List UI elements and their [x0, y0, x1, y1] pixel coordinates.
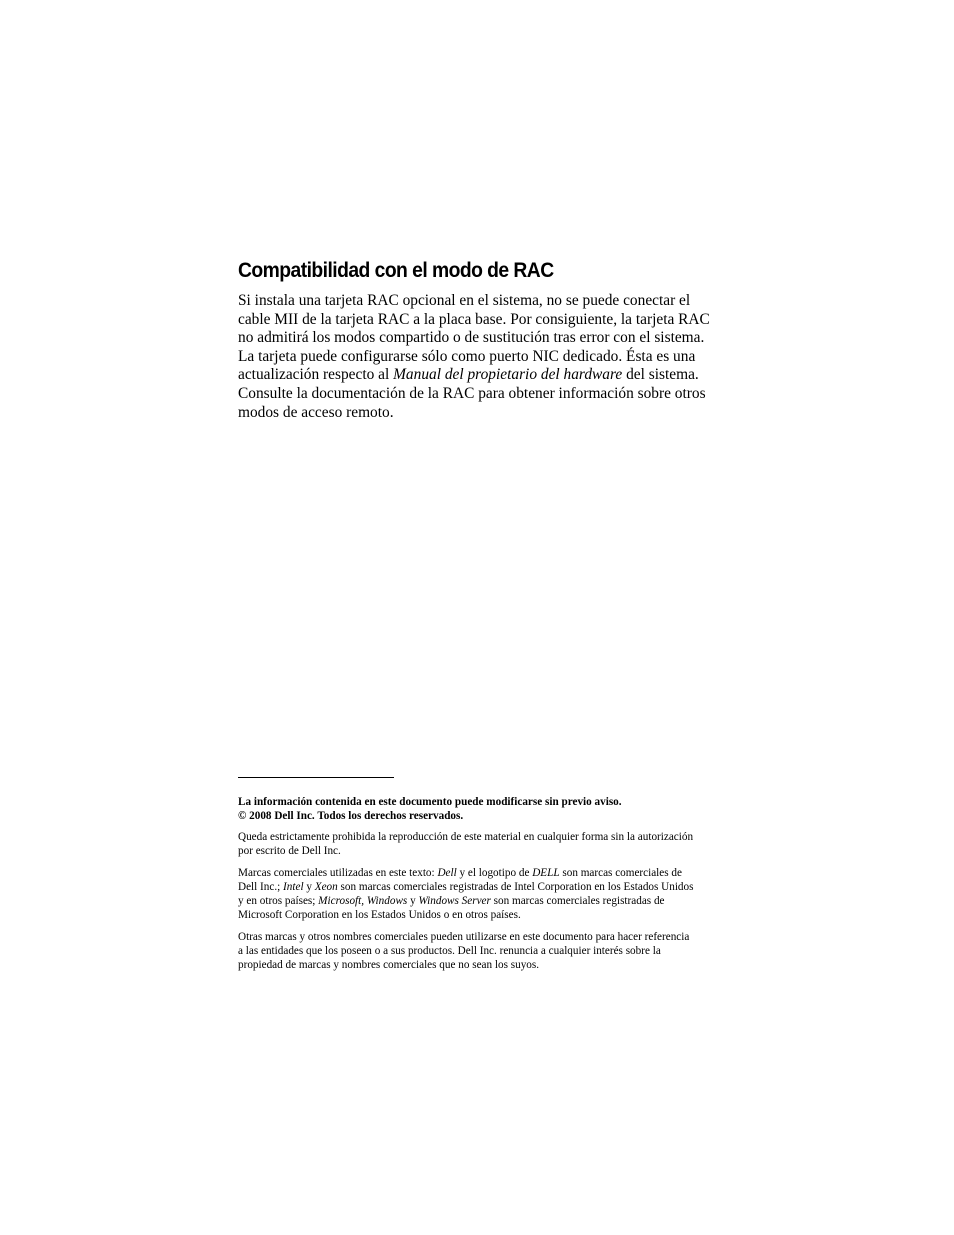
trademark-text: y el logotipo de [456, 867, 533, 879]
trademark-text: son marcas comerciales registradas de [490, 895, 665, 907]
other-line: a las entidades que los poseen o a sus productos. Dell Inc. renuncia a cualquier interés sobre la [238, 945, 661, 957]
trademark-xeon: Xeon [314, 881, 338, 893]
body-line: modos de acceso remoto. [238, 403, 394, 421]
trademark-text: son marcas comerciales registradas de Intel Corporation en los Estados Unidos [337, 881, 694, 893]
body-text-fragment: actualización respecto al [238, 366, 394, 384]
rac-compatibility-section [238, 258, 738, 422]
section-body [238, 292, 738, 422]
body-text-fragment: del sistema. [622, 366, 699, 384]
copyright-line: © 2008 Dell Inc. Todos los derechos reservados. [238, 810, 464, 822]
footnote-divider [238, 777, 394, 778]
section-heading: Compatibilidad con el modo de RAC [238, 259, 554, 282]
body-line: La tarjeta puede configurarse sólo como puerto NIC dedicado. Ésta es una [238, 347, 696, 365]
manual-title: Manual del propietario del hardware [393, 366, 623, 384]
trademark-intel: Intel [283, 881, 304, 893]
trademark-text: Dell Inc.; [238, 881, 284, 893]
other-trademarks-notice [238, 930, 748, 972]
trademark-text: Marcas comerciales utilizadas en este texto: [238, 867, 438, 879]
trademark-line [238, 880, 748, 894]
trademark-microsoft: Microsoft, Windows [318, 895, 408, 907]
trademark-windows-server: Windows Server [418, 895, 491, 907]
body-line [238, 366, 738, 385]
trademark-dell-logo: DELL [532, 867, 560, 879]
body-line: Si instala una tarjeta RAC opcional en el sistema, no se puede conectar el [238, 292, 691, 309]
body-line: Consulte la documentación de la RAC para obtener información sobre otros [238, 384, 706, 402]
legal-notice [238, 795, 748, 980]
trademark-line [238, 894, 748, 908]
trademark-text: y en otros países; [238, 895, 319, 907]
trademark-text: y [303, 881, 315, 893]
body-line: cable MII de la tarjeta RAC a la placa base. Por consiguiente, la tarjeta RAC [238, 310, 710, 328]
other-line: propiedad de marcas y nombres comerciales que no sean los suyos. [238, 959, 540, 971]
reproduction-line: Queda estrictamente prohibida la reproducción de este material en cualquier forma sin la autorización [238, 831, 694, 843]
trademark-dell: Dell [437, 867, 457, 879]
other-line: Otras marcas y otros nombres comerciales pueden utilizarse en este documento para hacer referencia [238, 931, 690, 943]
trademark-text: son marcas comerciales de [559, 867, 682, 879]
trademarks-notice [238, 866, 748, 922]
trademark-line [238, 866, 748, 880]
trademark-line: Microsoft Corporation en los Estados Unidos o en otros países. [238, 909, 521, 921]
reproduction-notice [238, 830, 748, 858]
reproduction-line: por escrito de Dell Inc. [238, 845, 341, 857]
change-notice [238, 795, 748, 823]
trademark-text: y [407, 895, 419, 907]
body-line: no admitirá los modos compartido o de sustitución tras error con el sistema. [238, 329, 705, 347]
notice-line: La información contenida en este documento puede modificarse sin previo aviso. [238, 796, 622, 808]
